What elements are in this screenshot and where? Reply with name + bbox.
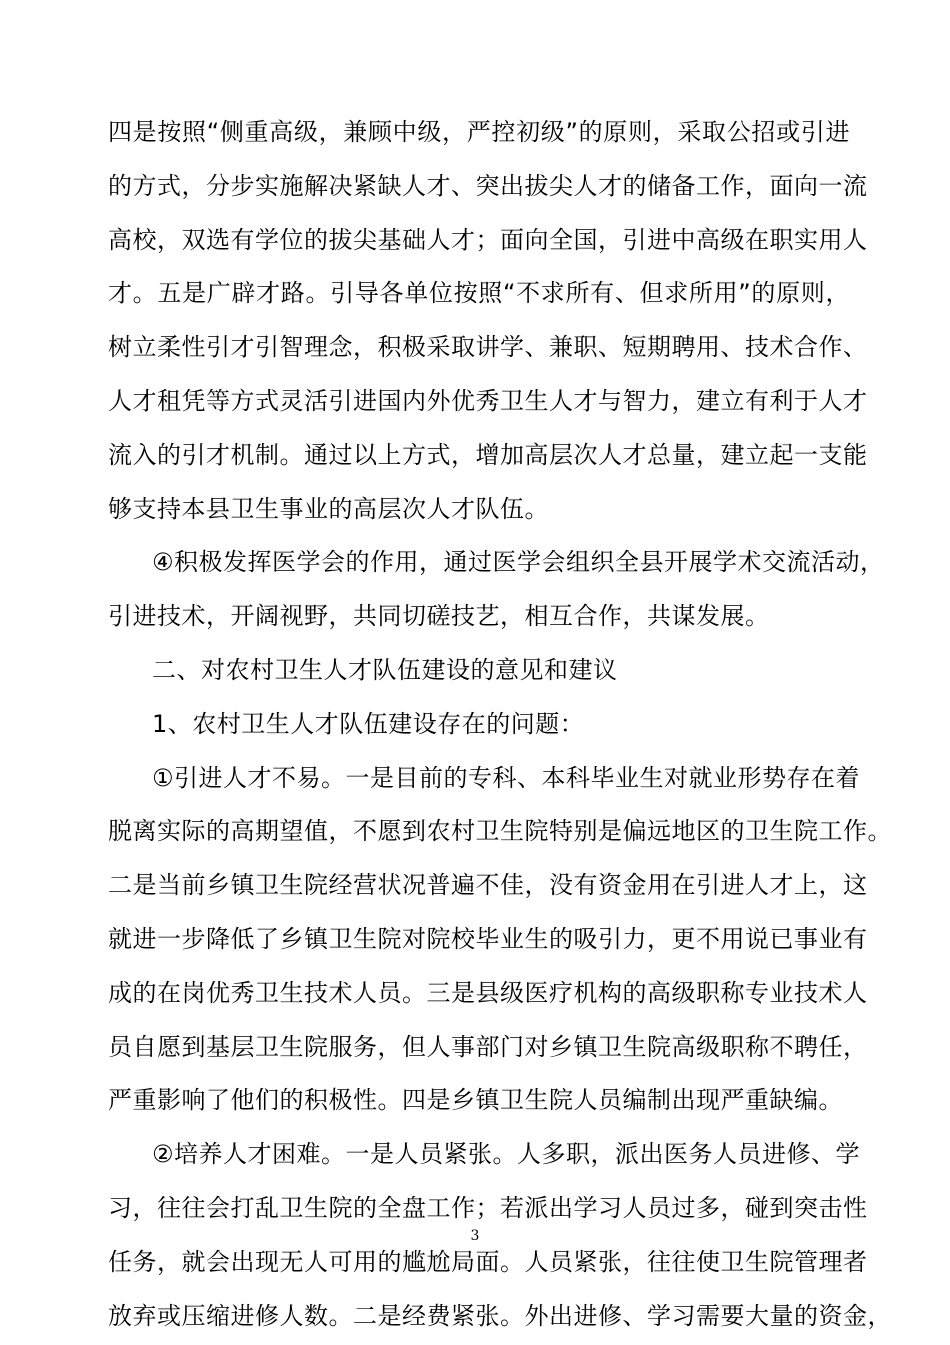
text-line: 就进一步降低了乡镇卫生院对院校毕业生的吸引力，更不用说已事业有 (108, 924, 868, 953)
text-line: 二是当前乡镇卫生院经营状况普遍不佳，没有资金用在引进人才上，这 (108, 871, 868, 900)
text-line: 习，往往会打乱卫生院的全盘工作；若派出学习人员过多，碰到突击性 (108, 1193, 868, 1222)
page-number: 3 (470, 1228, 480, 1244)
text-line: 成的在岗优秀卫生技术人员。三是县级医疗机构的高级职称专业技术人 (108, 978, 868, 1007)
text-line: 脱离实际的高期望值，不愿到农村卫生院特别是偏远地区的卫生院工作。 (108, 817, 892, 846)
text-line: 员自愿到基层卫生院服务，但人事部门对乡镇卫生院高级职称不聘任， (108, 1032, 868, 1061)
text-line: 引进技术，开阔视野，共同切磋技艺，相互合作，共谋发展。 (108, 602, 770, 631)
text-line: 严重影响了他们的积极性。四是乡镇卫生院人员编制出现严重缺编。 (108, 1086, 843, 1115)
text-line: ①引进人才不易。一是目前的专科、本科毕业生对就业形势存在着 (152, 763, 861, 792)
text-line: 流入的引才机制。通过以上方式，增加高层次人才总量，建立起一支能 (108, 440, 868, 469)
text-line: ②培养人才困难。一是人员紧张。人多职，派出医务人员进修、学 (152, 1140, 861, 1169)
text-line: 放弃或压缩进修人数。二是经费紧张。外出进修、学习需要大量的资金， (108, 1301, 892, 1330)
subsection-heading: 1、农村卫生人才队伍建设存在的问题： (152, 709, 585, 738)
text-line: 的方式，分步实施解决紧缺人才、突出拔尖人才的储备工作，面向一流 (108, 171, 868, 200)
text-line: ④积极发挥医学会的作用，通过医学会组织全县开展学术交流活动， (152, 548, 885, 577)
text-line: 四是按照“侧重高级，兼顾中级，严控初级”的原则，采取公招或引进 (108, 118, 850, 146)
text-line: 树立柔性引才引智理念，积极采取讲学、兼职、短期聘用、技术合作、 (108, 333, 868, 362)
section-heading: 二、对农村卫生人才队伍建设的意见和建议 (152, 655, 618, 684)
text-line: 高校，双选有学位的拔尖基础人才；面向全国，引进中高级在职实用人 (108, 225, 868, 254)
text-line: 任务，就会出现无人可用的尴尬局面。人员紧张，往往使卫生院管理者 (108, 1247, 868, 1276)
text-line: 人才租凭等方式灵活引进国内外优秀卫生人才与智力，建立有利于人才 (108, 386, 868, 415)
text-line: 够支持本县卫生事业的高层次人才队伍。 (108, 494, 549, 523)
text-line: 才。五是广辟才路。引导各单位按照“不求所有、但求所用”的原则， (108, 279, 850, 308)
body-text (108, 108, 892, 1345)
